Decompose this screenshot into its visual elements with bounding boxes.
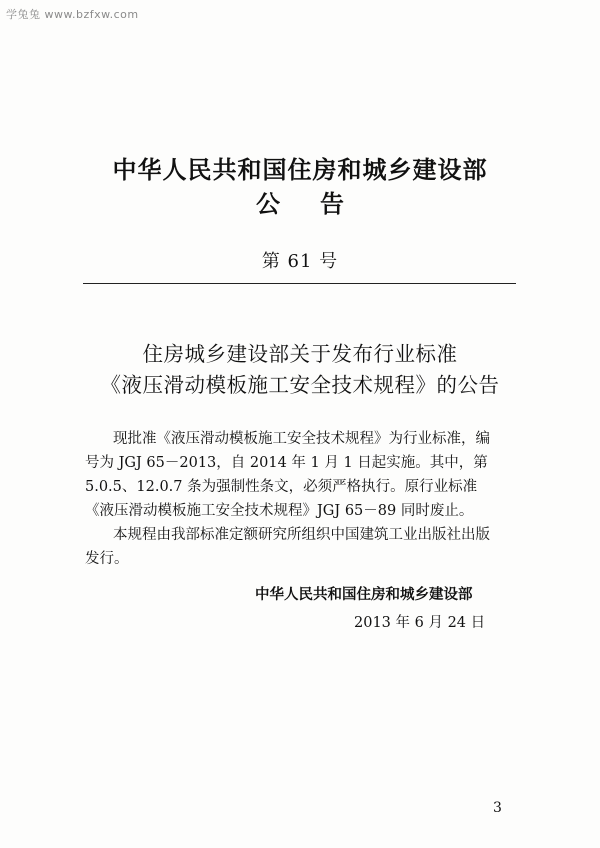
divider-rule <box>83 283 516 284</box>
notice-title: 公告 <box>256 190 384 218</box>
body-paragraph-2-line-1: 本规程由我部标准定额研究所组织中国建筑工业出版社出版 <box>113 527 490 543</box>
body-paragraph-1-line-3: 5.0.5、12.0.7 条为强制性条文，必须严格执行。原行业标准 <box>85 479 478 495</box>
body-paragraph-1-line-4: 《液压滑动模板施工安全技术规程》JGJ 65－89 同时废止。 <box>85 503 474 519</box>
body-paragraph-1-line-1: 现批准《液压滑动模板施工安全技术规程》为行业标准，编 <box>113 431 490 447</box>
signature-date: 2013 年 6 月 24 日 <box>354 615 486 631</box>
ministry-title: 中华人民共和国住房和城乡建设部 <box>112 156 488 184</box>
body-paragraph-2-line-2: 发行。 <box>85 551 129 567</box>
signature-organization: 中华人民共和国住房和城乡建设部 <box>255 587 473 603</box>
headline-line-2: 《液压滑动模板施工安全技术规程》的公告 <box>100 373 500 397</box>
notice-number: 第 61 号 <box>261 251 339 272</box>
headline-line-1: 住房城乡建设部关于发布行业标准 <box>142 342 458 366</box>
watermark: 学兔兔 www.bzfxw.com <box>6 8 139 21</box>
body-paragraph-1-line-2: 号为 JGJ 65－2013，自 2014 年 1 月 1 日起实施。其中，第 <box>85 455 488 471</box>
page-number: 3 <box>493 800 502 816</box>
